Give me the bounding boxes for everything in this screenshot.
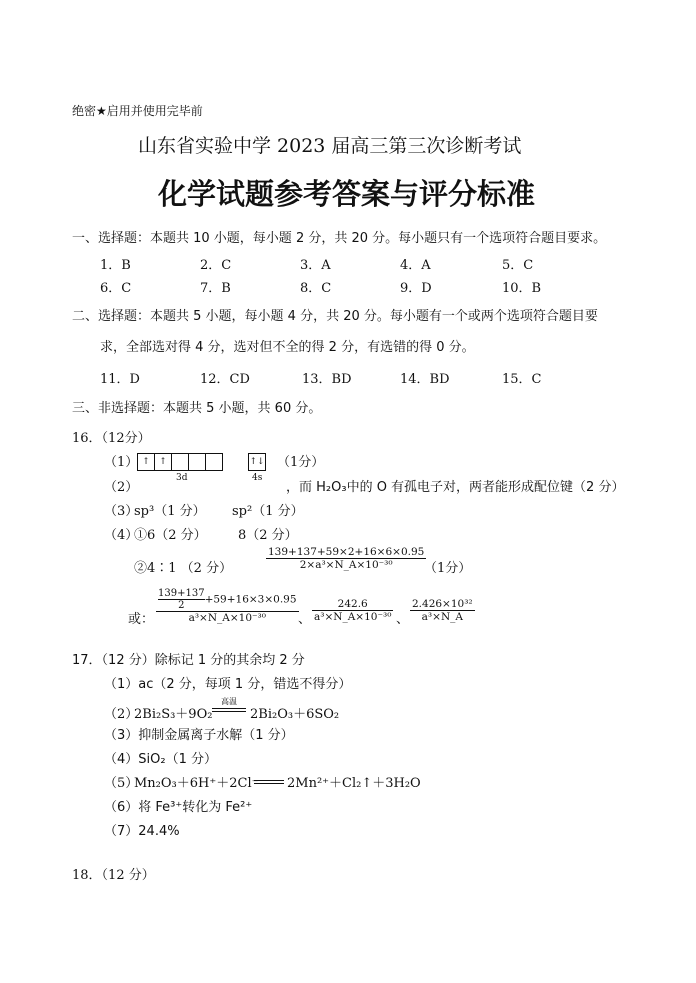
answer-15: 15．C bbox=[502, 372, 542, 387]
orbital-box-3 bbox=[171, 453, 189, 471]
page-title: 化学试题参考答案与评分标准 bbox=[158, 177, 536, 211]
answer-2: 2．C bbox=[200, 258, 232, 273]
q16-part4-label: （4） bbox=[104, 528, 139, 543]
q17-part5-label: （5） bbox=[104, 776, 139, 791]
orbital-diagram-3d bbox=[137, 451, 222, 471]
density-formula-4 bbox=[410, 598, 475, 623]
q16-part1-label: （1） bbox=[104, 455, 139, 470]
reaction5-equals-bottom bbox=[254, 783, 284, 784]
section3-heading: 三、非选择题：本题共 5 小题，共 60 分。 bbox=[72, 401, 322, 416]
q17-part1: （1）ac（2 分，每项 1 分，错选不得分） bbox=[104, 677, 352, 692]
q16-part2-label: （2） bbox=[104, 480, 139, 495]
q16-part1-score: （1分） bbox=[277, 455, 325, 470]
formula2-inner-numerator: 139+137 bbox=[158, 588, 205, 599]
answer-10: 10．B bbox=[502, 281, 542, 296]
q16-part4-a: ①6（2 分） bbox=[134, 528, 207, 543]
orbital-label-3d: 3d bbox=[176, 473, 188, 483]
q17-part4: （4）SiO₂（1 分） bbox=[104, 752, 217, 767]
formula2-denominator: a³×N_A×10⁻³⁰ bbox=[188, 612, 266, 624]
formula4-numerator: 2.426×10³² bbox=[412, 598, 473, 610]
exam-subtitle: 山东省实验中学 2023 届高三第三次诊断考试 bbox=[138, 135, 522, 157]
q17-part3: （3）抑制金属离子水解（1 分） bbox=[104, 728, 294, 743]
density-formula-1 bbox=[266, 546, 426, 571]
q17-part6: （6）将 Fe³⁺转化为 Fe²⁺ bbox=[104, 800, 253, 815]
answer-3: 3．A bbox=[300, 258, 331, 273]
answer-8: 8．C bbox=[300, 281, 332, 296]
density-formula-3 bbox=[312, 598, 393, 623]
answer-14: 14．BD bbox=[400, 372, 450, 387]
q16-part3-b: sp²（1 分） bbox=[232, 504, 304, 519]
confidential-note: 绝密★启用并使用完毕前 bbox=[72, 104, 203, 118]
formula2-numerator-rest: +59+16×3×0.95 bbox=[204, 593, 297, 606]
answer-12: 12．CD bbox=[200, 372, 250, 387]
q17-part5-right: 2Mn²⁺＋Cl₂↑＋3H₂O bbox=[287, 776, 421, 791]
q17-part2-label: （2） bbox=[104, 707, 139, 722]
q16-part3-a: sp³（1 分） bbox=[134, 504, 206, 519]
orbital-box-2: ↑ bbox=[154, 453, 172, 471]
reaction-condition: 高温 bbox=[221, 697, 237, 706]
answer-5: 5．C bbox=[502, 258, 534, 273]
section2-heading-line1: 二、选择题：本题共 5 小题，每小题 4 分，共 20 分。每小题有一个或两个选项符合题目要 bbox=[72, 309, 598, 324]
section1-heading: 一、选择题：本题共 10 小题，每小题 2 分，共 20 分。每小题只有一个选项符合题目要求。 bbox=[72, 231, 607, 246]
answer-1: 1．B bbox=[100, 258, 131, 273]
q16-part3-label: （3） bbox=[104, 504, 139, 519]
formula4-denominator: a³×N_A bbox=[421, 611, 463, 623]
q17-part7: （7）24.4% bbox=[104, 824, 180, 839]
orbital-box-1: ↑ bbox=[137, 453, 155, 471]
section2-heading-line2: 求，全部选对得 4 分，选对但不全的得 2 分，有选错的得 0 分。 bbox=[100, 340, 475, 355]
separator-2: 、 bbox=[396, 612, 410, 627]
reaction-equals-bottom bbox=[212, 711, 246, 712]
formula1-score: （1分） bbox=[424, 561, 472, 576]
q17-part2-left: 2Bi₂S₃＋9O₂ bbox=[134, 707, 213, 722]
density-formula-2 bbox=[156, 588, 299, 624]
formula2-inner-denominator: 2 bbox=[178, 600, 185, 611]
q16-label: 16．（12分） bbox=[72, 431, 151, 446]
formula1-denominator: 2×a³×N_A×10⁻³⁰ bbox=[299, 559, 393, 571]
separator-1: 、 bbox=[298, 612, 312, 627]
formula3-denominator: a³×N_A×10⁻³⁰ bbox=[314, 611, 392, 623]
orbital-diagram-4s bbox=[248, 451, 265, 471]
q17-part5-left: Mn₂O₃＋6H⁺＋2Cl⁻ bbox=[134, 776, 259, 791]
or-label: 或： bbox=[128, 612, 155, 627]
q17-part2-right: 2Bi₂O₃＋6SO₂ bbox=[250, 707, 340, 722]
reaction-equals-top bbox=[212, 708, 246, 709]
answer-7: 7．B bbox=[200, 281, 231, 296]
orbital-box-5 bbox=[205, 453, 223, 471]
answer-4: 4．A bbox=[400, 258, 431, 273]
orbital-label-4s: 4s bbox=[252, 473, 263, 483]
orbital-box-4 bbox=[188, 453, 206, 471]
answer-13: 13．BD bbox=[302, 372, 352, 387]
orbital-box-4s: ↑↓ bbox=[248, 453, 266, 471]
formula3-numerator: 242.6 bbox=[312, 598, 393, 611]
q16-part2-text: ，而 H₂O₃中的 O 有孤电子对，两者能形成配位键（2 分） bbox=[286, 480, 625, 495]
q17-label: 17．（12 分）除标记 1 分的其余均 2 分 bbox=[72, 653, 305, 668]
q18-label: 18．（12 分） bbox=[72, 868, 155, 883]
answer-6: 6．C bbox=[100, 281, 132, 296]
formula1-numerator: 139+137+59×2+16×6×0.95 bbox=[268, 546, 425, 558]
answer-9: 9．D bbox=[400, 281, 432, 296]
q16-part4-c: ②4∶1 （2 分） bbox=[134, 561, 233, 576]
q16-part4-b: 8（2 分） bbox=[238, 528, 298, 543]
answer-11: 11．D bbox=[100, 372, 140, 387]
reaction5-equals-top bbox=[254, 780, 284, 781]
